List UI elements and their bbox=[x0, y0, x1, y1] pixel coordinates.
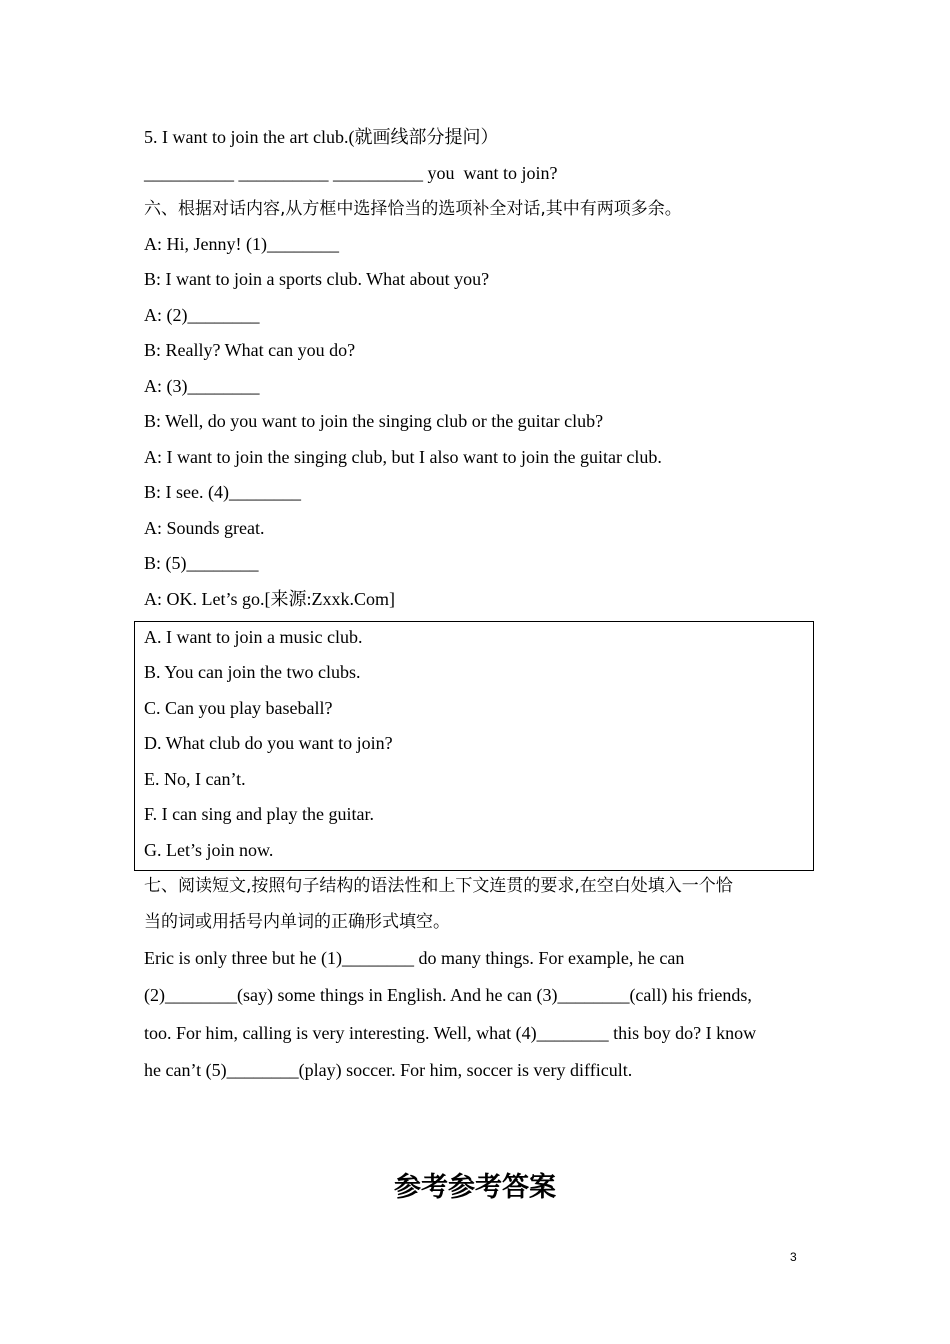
dialogue-line: A: Hi, Jenny! (1)________ bbox=[144, 234, 339, 254]
option-a: A. I want to join a music club. bbox=[144, 627, 363, 647]
answer-heading: 参考参考答案 bbox=[394, 1172, 556, 1203]
section-7-title-line-1: 七、阅读短文,按照句子结构的语法性和上下文连贯的要求,在空白处填入一个恰 bbox=[144, 876, 733, 896]
dialogue-line: A: Sounds great. bbox=[144, 518, 265, 538]
dialogue-line: B: I see. (4)________ bbox=[144, 482, 301, 502]
question-5-answer-line: __________ __________ __________ you want to join? bbox=[144, 163, 558, 183]
passage-line: too. For him, calling is very interesting. Well, what (4)________ this boy do? I know bbox=[144, 1023, 757, 1043]
dialogue-line: A: (2)________ bbox=[144, 305, 260, 325]
dialogue-line: A: (3)________ bbox=[144, 376, 260, 396]
option-e: E. No, I can’t. bbox=[144, 769, 246, 789]
option-d: D. What club do you want to join? bbox=[144, 733, 393, 753]
option-b: B. You can join the two clubs. bbox=[144, 662, 361, 682]
dialogue-line: B: (5)________ bbox=[144, 553, 259, 573]
dialogue-line: A: OK. Let’s go.[来源:Zxxk.Com] bbox=[144, 589, 395, 609]
page-number: 3 bbox=[790, 1250, 797, 1264]
dialogue-line: A: I want to join the singing club, but I also want to join the guitar club. bbox=[144, 447, 662, 467]
option-g: G. Let’s join now. bbox=[144, 840, 274, 860]
section-6-title: 六、根据对话内容,从方框中选择恰当的选项补全对话,其中有两项多余。 bbox=[144, 199, 682, 219]
passage-line: he can’t (5)________(play) soccer. For him, soccer is very difficult. bbox=[144, 1060, 633, 1080]
dialogue-line: B: I want to join a sports club. What about you? bbox=[144, 269, 490, 289]
question-5: 5. I want to join the art club.(就画线部分提问） bbox=[144, 127, 499, 147]
section-7-title-line-2: 当的词或用括号内单词的正确形式填空。 bbox=[144, 912, 450, 932]
passage-line: (2)________(say) some things in English. And he can (3)________(call) his friends, bbox=[144, 985, 752, 1005]
options-box bbox=[134, 621, 814, 871]
dialogue-line: B: Really? What can you do? bbox=[144, 340, 356, 360]
passage-line: Eric is only three but he (1)________ do many things. For example, he can bbox=[144, 948, 685, 968]
option-c: C. Can you play baseball? bbox=[144, 698, 333, 718]
option-f: F. I can sing and play the guitar. bbox=[144, 804, 375, 824]
dialogue-line: B: Well, do you want to join the singing club or the guitar club? bbox=[144, 411, 604, 431]
